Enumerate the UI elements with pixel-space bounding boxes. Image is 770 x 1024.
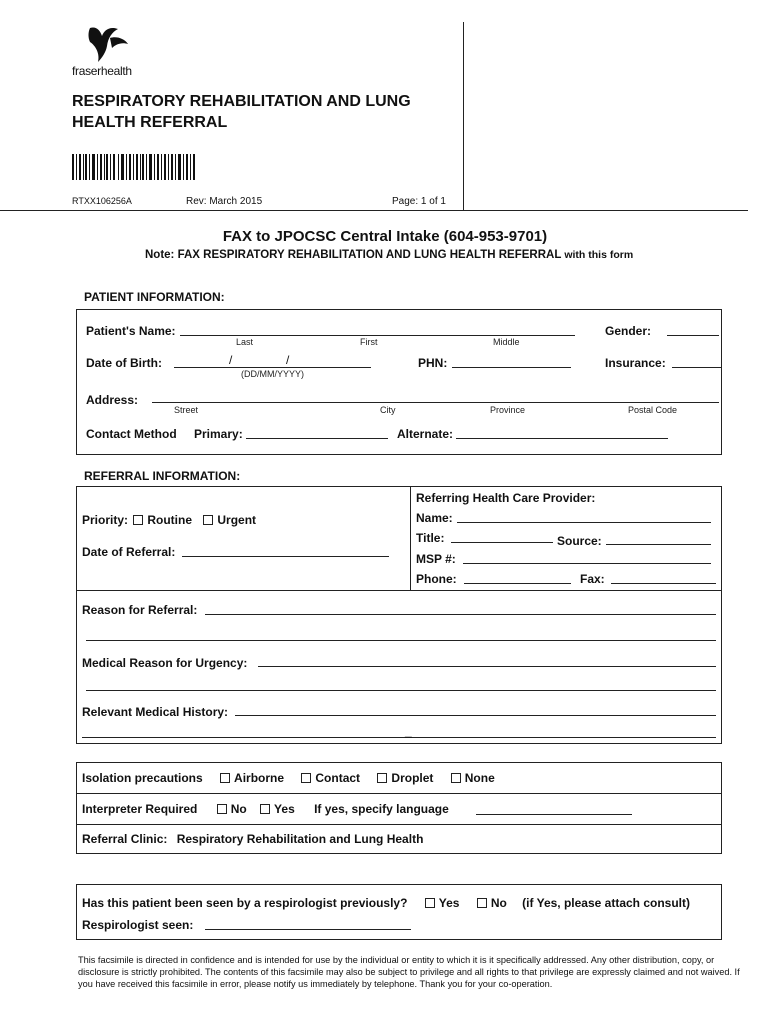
respirologist-question-row <box>82 896 690 910</box>
dob-label: Date of Birth: <box>86 356 162 370</box>
form-code: RTXX106256A <box>72 196 132 206</box>
fax-note-suffix: with this form <box>564 249 634 261</box>
medical-history-mark: _ <box>405 724 412 738</box>
reason-for-referral-field[interactable] <box>205 614 716 615</box>
contact-label: Contact <box>315 771 361 785</box>
respirologist-question: Has this patient been seen by a respirologist previously? <box>82 896 408 910</box>
urgent-label: Urgent <box>217 513 257 527</box>
phone-field[interactable] <box>464 583 571 584</box>
respirologist-no-checkbox[interactable] <box>477 898 487 908</box>
urgency-reason-field-2[interactable] <box>86 690 716 691</box>
interpreter-label: Interpreter Required <box>82 802 198 816</box>
form-title-line2: HEALTH REFERRAL <box>72 114 228 131</box>
respirologist-yes-checkbox[interactable] <box>425 898 435 908</box>
patient-section-title: PATIENT INFORMATION: <box>84 290 225 304</box>
provider-title-label: Title: <box>416 531 445 545</box>
patient-name-label: Patient's Name: <box>86 324 176 338</box>
routine-label: Routine <box>147 513 193 527</box>
urgent-checkbox[interactable] <box>203 515 213 525</box>
urgency-reason-field[interactable] <box>258 666 716 667</box>
phn-field[interactable] <box>452 367 571 368</box>
none-checkbox[interactable] <box>451 773 461 783</box>
phn-label: PHN: <box>418 356 448 370</box>
referral-box-row-divider <box>76 590 722 591</box>
header-divider-horizontal <box>0 210 748 211</box>
street-caption: Street <box>174 405 199 415</box>
isolation-label: Isolation precautions <box>82 771 203 785</box>
droplet-checkbox[interactable] <box>377 773 387 783</box>
dob-slash-2: / <box>286 353 290 367</box>
source-field[interactable] <box>606 544 711 545</box>
header-divider-vertical <box>463 22 464 210</box>
precautions-divider-1 <box>76 793 722 794</box>
provider-heading: Referring Health Care Provider: <box>416 491 596 505</box>
first-name-caption: First <box>360 337 378 347</box>
gender-label: Gender: <box>605 324 652 338</box>
source-label: Source: <box>557 534 602 548</box>
precautions-divider-2 <box>76 824 722 825</box>
postal-code-caption: Postal Code <box>628 405 678 415</box>
primary-contact-field[interactable] <box>246 438 388 439</box>
fraserhealth-logo <box>72 24 132 80</box>
isolation-row <box>82 771 495 785</box>
medical-history-label: Relevant Medical History: <box>82 705 229 719</box>
msp-field[interactable] <box>463 563 711 564</box>
medical-history-field-2[interactable] <box>82 737 716 738</box>
attach-consult-note: (if Yes, please attach consult) <box>522 896 691 910</box>
reason-for-referral-label: Reason for Referral: <box>82 603 198 617</box>
airborne-checkbox[interactable] <box>220 773 230 783</box>
fax-heading: FAX to JPOCSC Central Intake (604-953-9701) <box>222 228 548 245</box>
confidentiality-disclaimer: This facsimile is directed in confidence and is intended for use by the individual or entity to which it is it specifically addressed. Any other distribution, copy, or disclosure is strictly prohibited. The contents of this facsimile may also be subject to privilege and all rights to that privilege are expressly claimed and not waived. If you have received this facsimile in error, please notify us immediately by telephone. Thank you for your co-operation. <box>78 955 740 989</box>
insurance-label: Insurance: <box>605 356 666 370</box>
barcode <box>72 154 196 180</box>
provider-name-label: Name: <box>416 511 453 525</box>
droplet-label: Droplet <box>391 771 434 785</box>
contact-checkbox[interactable] <box>301 773 311 783</box>
page-number: Page: 1 of 1 <box>392 196 446 207</box>
date-of-referral-field[interactable] <box>182 556 389 557</box>
interpreter-no-label: No <box>230 802 247 816</box>
address-field[interactable] <box>152 402 719 403</box>
last-name-caption: Last <box>236 337 254 347</box>
respirologist-seen-field[interactable] <box>205 929 411 930</box>
referral-section-title: REFERRAL INFORMATION: <box>84 469 241 483</box>
referral-clinic-row <box>82 832 423 846</box>
fax-label: Fax: <box>580 572 605 586</box>
primary-contact-label: Primary: <box>194 427 243 441</box>
airborne-label: Airborne <box>234 771 285 785</box>
interpreter-no-checkbox[interactable] <box>217 804 227 814</box>
city-caption: City <box>380 405 396 415</box>
contact-method-label: Contact Method <box>86 427 177 441</box>
referral-clinic-label: Referral Clinic: <box>82 832 168 846</box>
gender-field[interactable] <box>667 335 719 336</box>
fax-note-prefix: Note: FAX RESPIRATORY REHABILITATION AND LUNG HEALTH REFERRAL <box>145 249 562 261</box>
msp-label: MSP #: <box>416 552 456 566</box>
revision-date: Rev: March 2015 <box>186 196 263 207</box>
form-title <box>72 91 411 133</box>
respirologist-no-label: No <box>490 896 507 910</box>
respirologist-seen-label: Respirologist seen: <box>82 918 194 932</box>
middle-name-caption: Middle <box>493 337 520 347</box>
fax-field[interactable] <box>611 583 716 584</box>
interpreter-yes-label: Yes <box>274 802 295 816</box>
language-field[interactable] <box>476 814 632 815</box>
reason-for-referral-field-2[interactable] <box>86 640 716 641</box>
alternate-contact-label: Alternate: <box>397 427 454 441</box>
urgency-reason-label: Medical Reason for Urgency: <box>82 656 248 670</box>
province-caption: Province <box>490 405 526 415</box>
referral-box-divider <box>410 486 411 590</box>
medical-history-field[interactable] <box>235 715 716 716</box>
insurance-field[interactable] <box>672 367 722 368</box>
none-label: None <box>464 771 495 785</box>
logo-wordmark: fraserhealth <box>72 64 132 78</box>
routine-checkbox[interactable] <box>133 515 143 525</box>
specify-language-label: If yes, specify language <box>314 802 449 816</box>
interpreter-yes-checkbox[interactable] <box>260 804 270 814</box>
priority-group <box>82 513 256 527</box>
provider-title-field[interactable] <box>451 542 553 543</box>
address-label: Address: <box>86 393 139 407</box>
respirologist-yes-label: Yes <box>438 896 460 910</box>
interpreter-row <box>82 802 449 816</box>
referral-clinic-value: Respiratory Rehabilitation and Lung Health <box>176 832 424 846</box>
dob-slash-1: / <box>229 353 233 367</box>
priority-label: Priority: <box>82 513 129 527</box>
date-of-referral-label: Date of Referral: <box>82 545 176 559</box>
dob-field[interactable] <box>174 367 371 368</box>
phone-label: Phone: <box>416 572 457 586</box>
dob-format-caption: (DD/MM/YYYY) <box>241 369 304 379</box>
fax-note <box>145 249 633 261</box>
alternate-contact-field[interactable] <box>456 438 668 439</box>
logo-emblem-icon <box>80 24 132 64</box>
form-title-line1: RESPIRATORY REHABILITATION AND LUNG <box>72 93 411 110</box>
patient-name-field[interactable] <box>180 335 575 336</box>
provider-name-field[interactable] <box>457 522 711 523</box>
